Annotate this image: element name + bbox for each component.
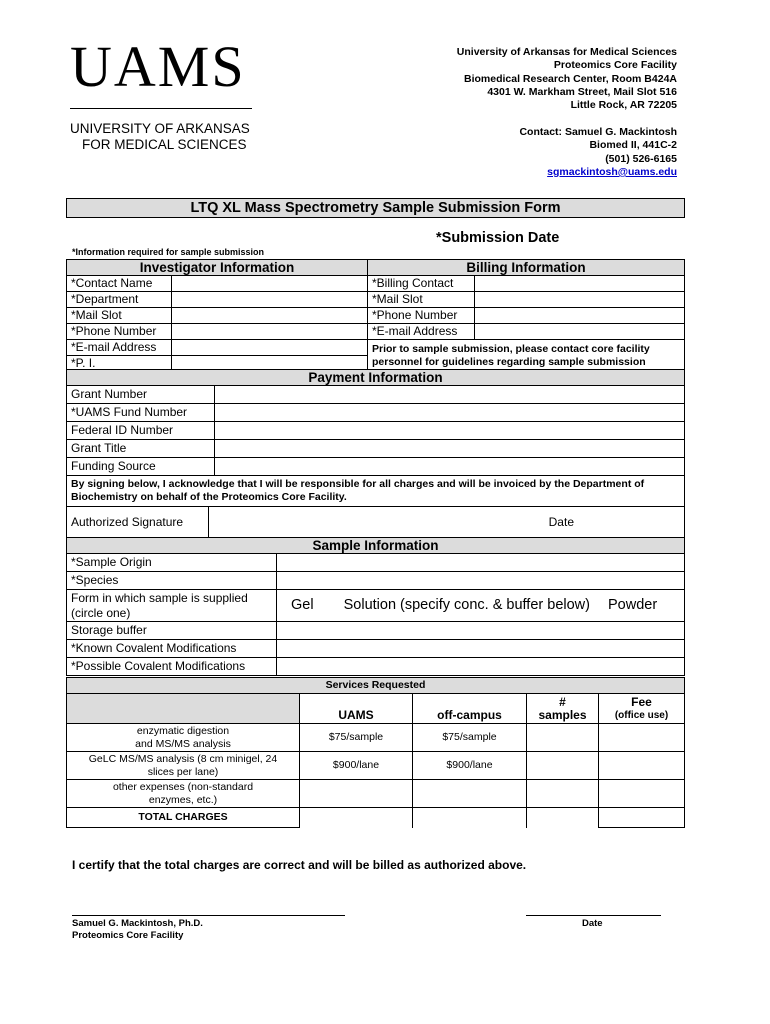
- service-uams-price: [300, 780, 413, 808]
- service-offcampus-price: $75/sample: [413, 724, 527, 752]
- service-fee-field[interactable]: [599, 780, 685, 808]
- billing-note: Prior to sample submission, please contact core facility personnel for guidelines regarding sample submission: [368, 340, 685, 372]
- required-note: *Information required for sample submission: [72, 247, 265, 257]
- total-charges-field[interactable]: [599, 808, 685, 828]
- sample-form-options: [277, 590, 685, 622]
- address-line: University of Arkansas for Medical Sciences: [456, 46, 677, 58]
- contact-line: Biomed II, 441C-2: [589, 139, 677, 152]
- acknowledgement-text: By signing below, I acknowledge that I will be responsible for all charges and will be invoiced by the Department of Biochemistry on behalf of the Proteomics Core Facility.: [67, 476, 685, 507]
- mail-slot-field[interactable]: [172, 308, 368, 324]
- col-samples-hash: #: [559, 694, 566, 709]
- billing-email-field[interactable]: [475, 324, 685, 340]
- services-header-blank: [67, 694, 300, 724]
- services-heading: Services Requested: [67, 678, 685, 694]
- form-title: LTQ XL Mass Spectrometry Sample Submission Form: [66, 198, 685, 218]
- service-uams-price: $75/sample: [300, 724, 413, 752]
- email-address-field[interactable]: [172, 340, 368, 356]
- col-samples: [527, 694, 599, 724]
- certify-statement: I certify that the total charges are correct and will be billed as authorized above.: [72, 858, 527, 872]
- col-fee-note: (office use): [614, 709, 669, 721]
- signatory-facility: Proteomics Core Facility: [72, 930, 184, 941]
- total-blank-samples: [527, 808, 599, 828]
- sample-origin-field[interactable]: [277, 554, 685, 572]
- signatory-date-label: Date: [582, 918, 603, 929]
- col-uams: UAMS: [300, 694, 413, 724]
- uams-fund-number-field[interactable]: [215, 404, 685, 422]
- total-blank-uams: [300, 808, 413, 828]
- billing-phone-field[interactable]: [475, 308, 685, 324]
- storage-buffer-label: Storage buffer: [67, 622, 277, 640]
- col-samples-label: samples: [538, 707, 587, 722]
- option-powder[interactable]: Powder: [608, 597, 658, 613]
- total-blank-offcampus: [413, 808, 527, 828]
- signature-date-label: Date: [548, 514, 574, 529]
- department-label: *Department: [67, 292, 172, 308]
- payment-heading: Payment Information: [67, 370, 685, 386]
- contact-email-link[interactable]: sgmackintosh@uams.edu: [547, 165, 677, 178]
- col-offcampus: off-campus: [413, 694, 527, 724]
- service-name: enzymatic digestion and MS/MS analysis: [67, 724, 300, 752]
- pi-label: *P. I.: [67, 356, 172, 372]
- authorized-signature-field[interactable]: [209, 507, 685, 538]
- funding-source-label: Funding Source: [67, 458, 215, 476]
- billing-heading: Billing Information: [368, 260, 685, 276]
- logo-university-line1: UNIVERSITY OF ARKANSAS: [70, 121, 250, 136]
- service-name: GeLC MS/MS analysis (8 cm minigel, 24 slices per lane): [67, 752, 300, 780]
- service-offcampus-price: [413, 780, 527, 808]
- total-charges-label: TOTAL CHARGES: [67, 808, 300, 828]
- billing-mail-slot-label: *Mail Slot: [368, 292, 475, 308]
- service-uams-price: $900/lane: [300, 752, 413, 780]
- known-modifications-label: *Known Covalent Modifications: [67, 640, 277, 658]
- address-block: [457, 46, 677, 112]
- service-fee-field[interactable]: [599, 724, 685, 752]
- storage-buffer-field[interactable]: [277, 622, 685, 640]
- signatory-name: Samuel G. Mackintosh, Ph.D.: [72, 918, 203, 929]
- col-fee-label: Fee: [631, 694, 652, 709]
- services-table: [66, 677, 685, 828]
- species-field[interactable]: [277, 572, 685, 590]
- possible-modifications-field[interactable]: [277, 658, 685, 676]
- address-line: Little Rock, AR 72205: [570, 99, 677, 112]
- service-fee-field[interactable]: [599, 752, 685, 780]
- payment-table: [66, 369, 685, 538]
- service-samples-field[interactable]: [527, 724, 599, 752]
- signatory-signature-line[interactable]: [72, 915, 345, 916]
- contact-block: [519, 126, 677, 179]
- service-samples-field[interactable]: [527, 780, 599, 808]
- department-field[interactable]: [172, 292, 368, 308]
- sample-heading: Sample Information: [67, 538, 685, 554]
- federal-id-label: Federal ID Number: [67, 422, 215, 440]
- option-solution[interactable]: Solution (specify conc. & buffer below): [343, 597, 590, 613]
- grant-title-label: Grant Title: [67, 440, 215, 458]
- service-offcampus-price: $900/lane: [413, 752, 527, 780]
- service-name: other expenses (non-standard enzymes, etc.): [67, 780, 300, 808]
- service-samples-field[interactable]: [527, 752, 599, 780]
- billing-email-label: *E-mail Address: [368, 324, 475, 340]
- address-line: Proteomics Core Facility: [553, 59, 677, 72]
- investigator-billing-table: [66, 259, 685, 372]
- sample-origin-label: *Sample Origin: [67, 554, 277, 572]
- signatory-date-line[interactable]: [526, 915, 661, 916]
- billing-contact-label: *Billing Contact: [368, 276, 475, 292]
- option-gel[interactable]: Gel: [291, 597, 314, 613]
- known-modifications-field[interactable]: [277, 640, 685, 658]
- possible-modifications-label: *Possible Covalent Modifications: [67, 658, 277, 676]
- contact-line: Contact: Samuel G. Mackintosh: [519, 126, 677, 138]
- funding-source-field[interactable]: [215, 458, 685, 476]
- uams-logo: UAMS: [70, 34, 246, 99]
- uams-fund-number-label: *UAMS Fund Number: [67, 404, 215, 422]
- phone-number-field[interactable]: [172, 324, 368, 340]
- phone-number-label: *Phone Number: [67, 324, 172, 340]
- grant-number-field[interactable]: [215, 386, 685, 404]
- mail-slot-label: *Mail Slot: [67, 308, 172, 324]
- authorized-signature-label: Authorized Signature: [67, 507, 209, 538]
- contact-name-field[interactable]: [172, 276, 368, 292]
- investigator-heading: Investigator Information: [67, 260, 368, 276]
- sample-table: [66, 537, 685, 676]
- grant-number-label: Grant Number: [67, 386, 215, 404]
- address-line: 4301 W. Markham Street, Mail Slot 516: [487, 85, 677, 98]
- billing-phone-label: *Phone Number: [368, 308, 475, 324]
- submission-date-label: *Submission Date: [436, 230, 560, 246]
- logo-university-line2: FOR MEDICAL SCIENCES: [82, 137, 247, 152]
- federal-id-field[interactable]: [215, 422, 685, 440]
- sample-form-label: Form in which sample is supplied (circle one): [67, 590, 277, 622]
- grant-title-field[interactable]: [215, 440, 685, 458]
- contact-line: (501) 526-6165: [605, 152, 677, 165]
- col-fee: [599, 694, 685, 724]
- billing-contact-field[interactable]: [475, 276, 685, 292]
- contact-name-label: *Contact Name: [67, 276, 172, 292]
- email-address-label: *E-mail Address: [67, 340, 172, 356]
- billing-mail-slot-field[interactable]: [475, 292, 685, 308]
- address-line: Biomedical Research Center, Room B424A: [464, 72, 677, 85]
- species-label: *Species: [67, 572, 277, 590]
- logo-divider: [70, 108, 252, 109]
